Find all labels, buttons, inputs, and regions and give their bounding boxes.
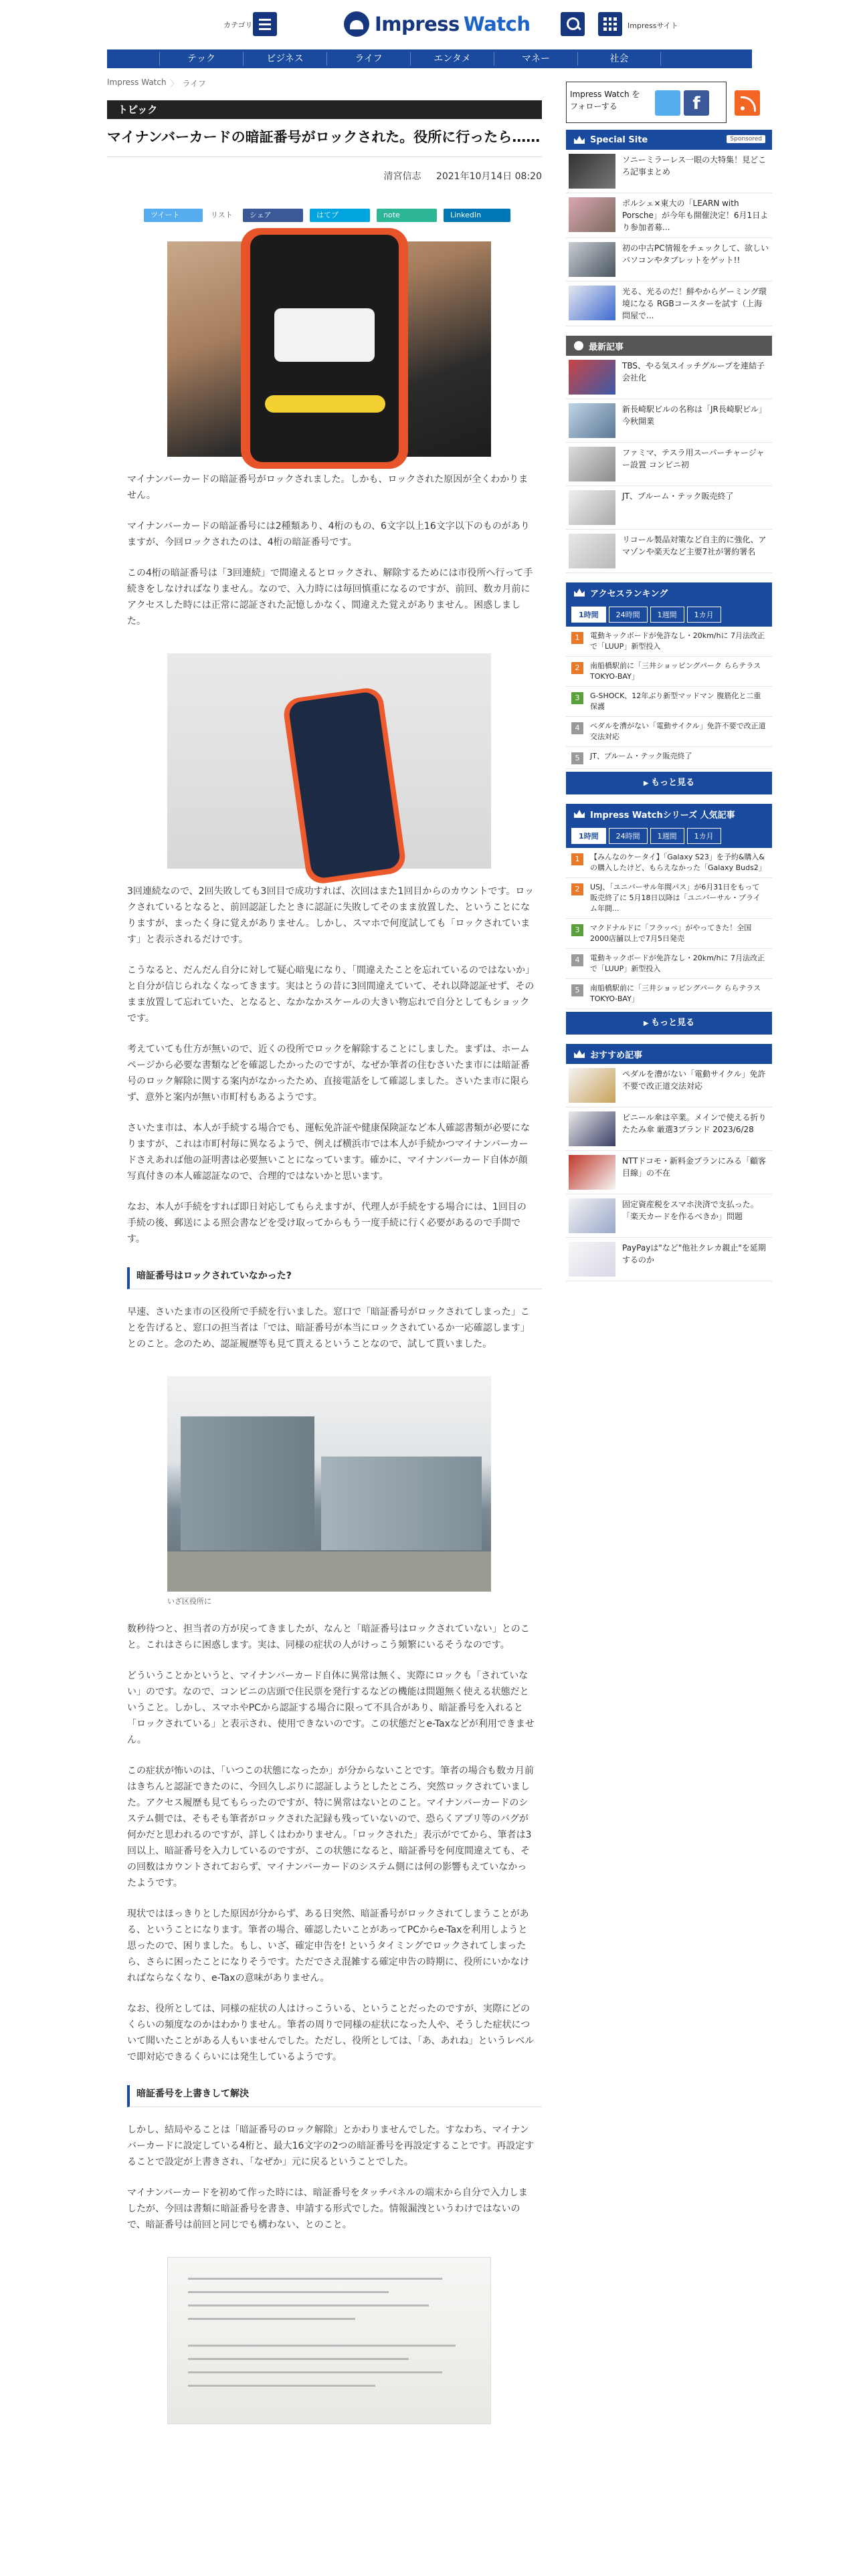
tab-1hour[interactable]: 1時間 bbox=[571, 828, 606, 844]
article bbox=[107, 100, 542, 2424]
sponsored-badge: Sponsored bbox=[727, 135, 765, 143]
list-item[interactable]: 光る、光るのだ！鮮やからゲーミング環境になる RGBコースターを試す（上海問屋で... bbox=[566, 282, 772, 326]
thumbnail bbox=[569, 1198, 615, 1233]
list-item[interactable]: JT、プルーム・テック販売終了 bbox=[566, 486, 772, 530]
list-item[interactable]: PayPayは"など"他社クレカ親止"を延期するのか bbox=[566, 1238, 772, 1281]
twitter-icon[interactable] bbox=[655, 90, 680, 116]
article-image-locked-screen[interactable] bbox=[167, 241, 491, 457]
sidebar bbox=[566, 82, 772, 1281]
series-ranking-box bbox=[566, 804, 772, 1035]
ranking-item[interactable]: 1 【みんなのケータイ】「Galaxy S23」を予約&購入&の購入したけど、もらえなかった「Galaxy Buds2」 bbox=[566, 848, 772, 878]
ranking-item[interactable]: 5 JT、プルーム・テック販売終了 bbox=[566, 747, 772, 769]
paragraph: マイナンバーカードの暗証番号がロックされました。しかも、ロックされた原因が全くわかりません。 bbox=[127, 474, 529, 501]
paragraph: どういうことかというと、マイナンバーカード自体に異常は無く、実際にロックも「されていない」のです。なので、コンビニの店頭で住民票を発行するなどの機能は問題無く使える状態だということ。しかし、スマホやPCから認証する場合に限って不具合があり、暗証番号を入れると「ロックされている」と表示され、使用できないのです。この状態だとe-Taxなどが利用できません。 bbox=[127, 1671, 535, 1745]
follow-box bbox=[566, 82, 772, 123]
divider bbox=[107, 156, 542, 157]
paragraph: 現状ではほっきりとした原因が分からず、ある日突然、暗証番号がロックされてしまうことがある、ということになります。筆者の場合、確認したいことがあってPCからe-Taxを利用しようと思ったので、困りました。もし、いざ、確定申告を! というタイミングでロックされてしまったら、さらに困ったことになりそうです。ただでさえ混雑する確定申告の時期に、役所にいかなければならなくなり、e-Taxの意味がありません。 bbox=[127, 1909, 529, 1983]
paragraph: なお、役所としては、同様の症状の人はけっこういる、ということだったのですが、実際にどのくらいの頻度なのかはわかりません。筆者の周りで同様の症状になった人や、そうした症状について聞いたことがある人もいませんでした。ただし、役所としては、「あ、あれね」というレベルで即対応できるくらいには発生しているようです。 bbox=[127, 2004, 535, 2062]
thumbnail bbox=[569, 286, 615, 320]
nav-item-business[interactable]: ビジネス bbox=[243, 52, 326, 66]
thumbnail bbox=[569, 242, 615, 277]
note-share-button[interactable]: note bbox=[377, 209, 437, 222]
ranking-tabs bbox=[566, 603, 772, 627]
chevron-right-icon: 〉 bbox=[170, 79, 179, 88]
rss-icon[interactable] bbox=[735, 90, 760, 116]
list-item[interactable]: ファミマ、テスラ用スーパーチャージャー設置 コンビニ初 bbox=[566, 443, 772, 486]
ranking-title: アクセスランキング bbox=[590, 588, 668, 599]
paragraph: しかし、結局やることは「暗証番号のロック解除」とかわりませんでした。すなわち、マイナンバーカードに設定している4桁と、最大16文字の2つの暗証番号を再設定することです。再設定することで設定が上書きされ、「なぜか」元に戻るということでした。 bbox=[127, 2125, 535, 2167]
nav-item-entertainment[interactable]: エンタメ bbox=[410, 52, 494, 66]
section-heading: 暗証番号はロックされていなかった? bbox=[127, 1267, 542, 1289]
article-title: マイナンバーカードの暗証番号がロックされた。役所に行ったら…… bbox=[107, 129, 541, 145]
list-item[interactable]: 固定資産税をスマホ決済で支払った。「楽天カードを作るべきか」問題 bbox=[566, 1194, 772, 1238]
site-logo[interactable]: Impress Watch bbox=[344, 11, 531, 37]
paragraph: 早速、さいたま市の区役所で手続を行いました。窓口で「暗証番号がロックされてしまった」ことを告げると、窓口の担当者は「では、暗証番号が本当にロックされているか一応確認します」とのこと。念のため、認証履歴等も見て貰えるということなので、試して貰いました。 bbox=[127, 1307, 530, 1350]
topic-label: トピック bbox=[107, 100, 542, 119]
nav-item-money[interactable]: マネー bbox=[494, 52, 577, 66]
ranking-item[interactable]: 2 USJ、「ユニバーサル年間パス」が6月31日をもって販売終了に 5月18日以降は「ユニバーサル・プライム年間... bbox=[566, 878, 772, 919]
list-item[interactable]: TBS、やる気スイッチグループを連結子会社化 bbox=[566, 356, 772, 399]
latest-title: 最新記事 bbox=[589, 342, 624, 352]
ranking-more-button[interactable]: ▶ もっと見る bbox=[566, 772, 772, 794]
latest-articles-box bbox=[566, 336, 772, 573]
image-caption: いざ区役所に bbox=[167, 1597, 211, 1606]
author: 清宮信志 bbox=[383, 171, 421, 182]
paragraph: マイナンバーカードを初めて作った時には、暗証番号をタッチパネルの端末から自分で入力しましたが、今回は書類に暗証番号を書き、申請する形式でした。情報漏洩というわけではないので、暗証番号は前回と同じでも構わない、とのこと。 bbox=[127, 2187, 528, 2230]
breadcrumb-home[interactable]: Impress Watch bbox=[107, 78, 167, 87]
paragraph: こうなると、だんだん自分に対して疑心暗鬼になり、「間違えたことを忘れているのではないか」と自分が信じられなくなってきます。実はとうの昔に3回間違えていて、それ以降認証せず、そのまま放置して忘れていた、となると、なかなかスケールの大きい物忘れで自分としてもショックです。 bbox=[127, 965, 535, 1024]
category-menu-button[interactable] bbox=[253, 12, 277, 36]
paragraph: 数秒待つと、担当者の方が戻ってきましたが、なんと「暗証番号はロックされていない」とのこと。これはさらに困惑します。実は、同様の症状の人がけっこう頻繁にいるそうなのです。 bbox=[127, 1624, 530, 1650]
breadcrumb bbox=[107, 78, 206, 89]
nav-item-tech[interactable]: テック bbox=[159, 52, 243, 66]
list-button[interactable]: リスト bbox=[211, 211, 233, 219]
article-image-application-form[interactable] bbox=[167, 2257, 491, 2424]
tab-24hours[interactable]: 24時間 bbox=[609, 828, 648, 844]
thumbnail bbox=[569, 1068, 615, 1103]
list-item[interactable]: リコール製品対策など自主的に強化、アマゾンや楽天など主要7社が署約署名 bbox=[566, 530, 772, 573]
category-label: カテゴリ bbox=[223, 21, 253, 29]
special-site-box bbox=[566, 130, 772, 326]
recommended-title: おすすめ記事 bbox=[590, 1050, 643, 1061]
ranking-item[interactable]: 3 G-SHOCK、12年ぶり新型マッドマン 腹筋化と二重保護 bbox=[566, 687, 772, 717]
nav-item-life[interactable]: ライフ bbox=[326, 52, 410, 66]
list-item[interactable]: 初の中古PC情報をチェックして、欲しいパソコンやタブレットをゲット!! bbox=[566, 238, 772, 282]
impress-sites-label[interactable]: Impressサイト bbox=[628, 21, 678, 30]
tab-1hour[interactable]: 1時間 bbox=[571, 607, 606, 623]
publish-date: 2021年10月14日 08:20 bbox=[436, 171, 542, 182]
thumbnail bbox=[569, 534, 615, 568]
paragraph: マイナンバーカードの暗証番号には2種類あり、4桁のもの、6文字以上16文字以下のものがありますが、今回ロックされたのは、4桁の暗証番号です。 bbox=[127, 521, 530, 548]
paragraph: 考えていても仕方が無いので、近くの役所でロックを解除することにしました。まずは、ホームページから必要な書類などを確認したかったのですが、なぜか筆者の住むさいたま市には暗証番号のロック解除に関する案内がなかったため、直接電話をして確認しました。さいたま市に限らず、意外と案内が無い市町村もあるようです。 bbox=[127, 1044, 530, 1103]
thumbnail bbox=[569, 1242, 615, 1277]
tab-1week[interactable]: 1週間 bbox=[650, 828, 684, 844]
section-heading: 暗証番号を上書きして解決 bbox=[127, 2085, 542, 2107]
crown-icon bbox=[574, 136, 585, 144]
paragraph: さいたま市は、本人が手続する場合でも、運転免許証や健康保険証など本人確認書類が必要になりますが、これは市町村毎に異なるようで、例えば横浜市では本人が手続かつマイナンバーカードさえあれば他の証明書は必要無いことになっています。確かに、マイナンバーカード自体が顔写真付きの本人確認証なので、合理的ではないかと思います。 bbox=[127, 1123, 530, 1182]
tab-1week[interactable]: 1週間 bbox=[650, 607, 684, 623]
tab-1month[interactable]: 1カ月 bbox=[687, 828, 721, 844]
paragraph: 3回連続なので、2回失敗しても3回目で成功すれば、次回はまた1回目からのカウントです。ロックされているとなると、前回認証したときに認証に失敗してそのまま放置した、ということになりますが、まったく身に覚えがありません。しかし、スマホで何度試しても「ロックされています」と表示されるだけです。 bbox=[127, 886, 534, 945]
list-item[interactable]: 新長崎駅ビルの名称は「JR長崎駅ビル」 今秋開業 bbox=[566, 399, 772, 443]
sites-grid-icon[interactable] bbox=[598, 12, 622, 36]
crown-icon bbox=[574, 588, 585, 597]
ranking-item[interactable]: 4 ペダルを漕がない「電動サイクル」免許不要で改正道交法対応 bbox=[566, 717, 772, 747]
ranking-item[interactable]: 2 南船橋駅前に「三井ショッピングパーク ららテラス TOKYO-BAY」 bbox=[566, 657, 772, 687]
list-item[interactable]: NTTドコモ・新料金プランにみる「顧客目線」の不在 bbox=[566, 1151, 772, 1194]
paragraph: この4桁の暗証番号は「3回連続」で間違えるとロックされ、解除するためには市役所へ行って手続きをしなければなりません。なので、入力時には毎回慎重になるのですが、前回、数カ月前にアクセスした時には正常に認証された記憶しかなく、間違えた覚えがありません。困惑しました。 bbox=[127, 568, 533, 627]
thumbnail bbox=[569, 360, 615, 395]
clock-icon bbox=[574, 341, 583, 350]
thumbnail bbox=[569, 1155, 615, 1190]
byline bbox=[107, 169, 542, 183]
hatena-bookmark-button[interactable]: はてブ bbox=[310, 209, 370, 222]
ranking-item[interactable]: 3 マクドナルドに「フラッペ」がやってきた！全国2000店舗以上で7月5日発売 bbox=[566, 919, 772, 949]
crown-icon bbox=[574, 1050, 585, 1058]
series-title: Impress Watchシリーズ 人気記事 bbox=[590, 810, 735, 821]
paragraph: この症状が怖いのは、「いつこの状態になったか」が分からないことです。筆者の場合も数カ月前はきちんと認証できたのに、今回久しぶりに認証しようとしたところ、突然ロックされていました。アクセス履歴も見てもらったのですが、特に異常はないとのこと。マイナンバーカードのシステム側では、そもそも筆者がロックされた記録も残っていないので、恐らくアプリ等のバグが何かだと思われるのですが、詳しくはわかりません。「ロックされた」表示がでてから、筆者は3回以上、暗証番号を入力しているのですが、この状態になると、暗証番号を何度間違えても、その回数はカウントされておらず、マイナンバーカードのシステム側には何の影響もえていなかったようです。 bbox=[127, 1765, 534, 1889]
thumbnail bbox=[569, 403, 615, 438]
tab-24hours[interactable]: 24時間 bbox=[609, 607, 648, 623]
follow-line-1: Impress Watch を bbox=[570, 90, 640, 99]
special-site-title: Special Site bbox=[590, 134, 648, 145]
list-item[interactable]: ポルシェ×東大の「LEARN with Porsche」が今年も開催決定！6月1日より参加者募... bbox=[566, 193, 772, 238]
ranking-item[interactable]: 1 電動キックボードが免許なし・20km/hに 7月法改正で「LUUP」新型投入 bbox=[566, 627, 772, 657]
paragraph: なお、本人が手続をすれば即日対応してもらえますが、代理人が手続をする場合には、1回目の手続の後、郵送による照会書などを受け取ってからもう一度手続に行く必要があるので手間です。 bbox=[127, 1202, 527, 1245]
list-item[interactable]: ソニーミラーレス一眼の大特集！見どころ記事まとめ bbox=[566, 150, 772, 193]
facebook-share-button[interactable]: シェア bbox=[243, 209, 303, 222]
thumbnail bbox=[569, 447, 615, 481]
follow-line-2: フォローする bbox=[570, 102, 617, 111]
thumbnail bbox=[569, 490, 615, 525]
recommended-box bbox=[566, 1044, 772, 1281]
access-ranking-box bbox=[566, 582, 772, 794]
thumbnail bbox=[569, 1111, 615, 1146]
article-image-ward-office[interactable] bbox=[167, 1376, 491, 1592]
ranking-item[interactable]: 4 電動キックボードが免許なし・20km/hに 7月法改正で「LUUP」新型投入 bbox=[566, 949, 772, 979]
tweet-button[interactable]: ツイート bbox=[144, 209, 203, 222]
search-icon[interactable] bbox=[561, 12, 585, 36]
linkedin-share-button[interactable]: LinkedIn bbox=[444, 209, 510, 222]
crown-icon bbox=[574, 810, 585, 818]
ranking-item[interactable]: 5 南船橋駅前に「三井ショッピングパーク ららテラス TOKYO-BAY」 bbox=[566, 979, 772, 1009]
article-image-smartphone-login[interactable] bbox=[167, 653, 491, 869]
list-item[interactable]: ペダルを漕がない「電動サイクル」免許不要で改正道交法対応 bbox=[566, 1064, 772, 1107]
thumbnail bbox=[569, 154, 615, 189]
thumbnail bbox=[569, 197, 615, 232]
global-nav bbox=[107, 49, 752, 68]
nav-item-society[interactable]: 社会 bbox=[577, 52, 661, 66]
list-item[interactable]: ビニール傘は卒業。メインで使える折りたたみ傘 厳選3ブランド 2023/6/28 bbox=[566, 1107, 772, 1151]
logo-icon bbox=[344, 11, 369, 37]
tab-1month[interactable]: 1カ月 bbox=[687, 607, 721, 623]
share-buttons bbox=[107, 208, 542, 223]
series-more-button[interactable]: ▶ もっと見る bbox=[566, 1012, 772, 1035]
site-header bbox=[0, 0, 859, 48]
breadcrumb-life[interactable]: ライフ bbox=[182, 79, 206, 88]
series-tabs bbox=[566, 824, 772, 848]
facebook-icon[interactable]: f bbox=[684, 90, 709, 116]
